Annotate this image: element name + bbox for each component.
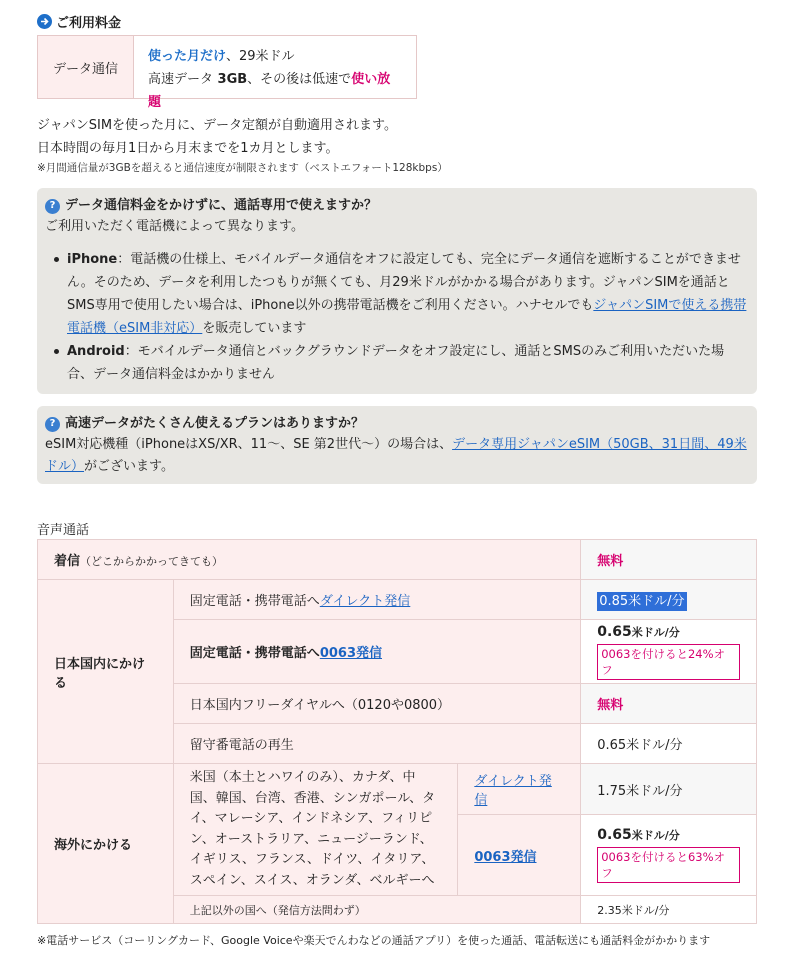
incoming-price-text: 無料 xyxy=(597,554,624,569)
iphone-after-text: を販売しています xyxy=(202,321,307,336)
fee-unlimited: 使い放題 xyxy=(148,72,391,110)
intl-0063-price-unit: 米ドル/分 xyxy=(631,829,680,843)
data-fee-label: データ通信 xyxy=(38,36,134,98)
dom-direct-text: 固定電話・携帯電話へ xyxy=(189,594,320,609)
voicemail-price: 0.65米ドル/分 xyxy=(581,724,757,764)
question-icon: ? xyxy=(45,199,60,214)
intl-0063-link[interactable]: 0063発信 xyxy=(474,849,537,865)
dom-0063-price xyxy=(581,620,757,684)
intl-direct-price: 1.75米ドル/分 xyxy=(581,764,757,815)
table-row xyxy=(38,580,757,620)
freedial-price-text: 無料 xyxy=(597,698,624,713)
iphone-text: ：電話機の仕様上、モバイルデータ通信をオフに設定しても、完全にデータ通信を遮断することができません。そのため、データを利用したつもりが無くても、月29米ドルがかかる場合があります。ジャパンSIMを通話とSMS専用で使用したい場合は、iPhone以外の携帯電話機をご利用ください。ハナセルでも xyxy=(67,252,741,313)
usage-fee-heading-text: ご利用料金 xyxy=(56,16,122,31)
faq2-text-before: eSIM対応機種（iPhoneはXS/XR、11～、SE 第2世代～）の場合は、 xyxy=(45,437,453,452)
intl-0063-price xyxy=(581,815,757,896)
domestic-label: 日本国内にかける xyxy=(38,580,174,764)
intl-direct-link[interactable]: ダイレクト発信 xyxy=(474,774,552,809)
list-item-iphone xyxy=(45,248,749,340)
freedial-cell: 日本国内フリーダイヤルへ（0120や0800） xyxy=(173,684,580,724)
dom-direct-price-text[interactable]: 0.85米ドル/分 xyxy=(599,594,685,609)
data-esim-link[interactable]: データ専用ジャパンeSIM（50GB、31日間、49米ドル） xyxy=(45,437,747,474)
voicemail-cell: 留守番電話の再生 xyxy=(173,724,580,764)
intl-label: 海外にかける xyxy=(38,764,174,924)
faq2-text-after: がございます。 xyxy=(84,459,174,474)
voice-rate-table xyxy=(37,539,757,924)
explanation-note: ※月間通信量が3GBを超えると通信速度が制限されます（ベストエフォート128kbps） xyxy=(37,162,448,174)
footnote: ※電話サービス（コーリングカード、Google Voiceや楽天でんわなどの通話アプリ）を使った通話、電話転送にも通話料金がかかります xyxy=(37,934,711,947)
android-text: ：モバイルデータ通信とバックグラウンドデータをオフ設定にし、通話とSMSのみご利用いただいた場合、データ通信料金はかかりません xyxy=(67,344,725,382)
fee-speed-prefix: 高速データ xyxy=(148,72,214,87)
faq2-answer xyxy=(45,434,749,478)
list-item-android xyxy=(45,340,749,386)
dom-0063-discount-badge: 0063を付けると24%オフ xyxy=(597,644,740,680)
intl-0063-price-num: 0.65 xyxy=(597,827,632,844)
intl-0063-cell xyxy=(458,815,581,896)
faq-question xyxy=(45,414,749,434)
other-countries-price: 2.35米ドル/分 xyxy=(581,896,757,924)
intl-0063-discount-badge: 0063を付けると63%オフ xyxy=(597,847,740,883)
android-label: Android xyxy=(67,344,125,359)
phones-for-sale-link[interactable]: ジャパンSIMで使える携帯電話機（eSIM非対応） xyxy=(67,298,747,336)
fee-line-1 xyxy=(148,45,402,68)
voice-call-heading: 音声通話 xyxy=(37,523,90,538)
usage-fee-heading xyxy=(37,12,121,31)
faq-call-only xyxy=(37,188,757,394)
dom-0063-text: 固定電話・携帯電話へ xyxy=(189,646,320,661)
freedial-price xyxy=(581,684,757,724)
dom-direct-price xyxy=(581,580,757,620)
dom-0063-cell xyxy=(173,620,580,684)
dom-0063-link[interactable]: 0063発信 xyxy=(319,646,382,661)
incoming-cell xyxy=(38,540,581,580)
dom-0063-price-unit: 米ドル/分 xyxy=(631,625,680,639)
explanation-line-1: ジャパンSIMを使った月に、データ定額が自動適用されます。 xyxy=(37,118,398,133)
table-row xyxy=(38,764,757,815)
fee-gb: 3GB xyxy=(213,72,248,87)
arrow-circle-icon xyxy=(37,14,52,29)
fee-speed-mid: 、その後は低速で xyxy=(247,72,352,87)
explanation-line-2: 日本時間の毎月1日から月末までを1カ月とします。 xyxy=(37,141,339,156)
faq-question-text: データ通信料金をかけずに、通話専用で使えますか？ xyxy=(65,198,378,213)
incoming-note: （どこからかかってきても） xyxy=(80,555,224,568)
fee-highlight-monthly: 使った月だけ xyxy=(148,49,227,64)
faq-question xyxy=(45,196,749,216)
question-icon: ? xyxy=(45,417,60,432)
data-fee-content xyxy=(134,36,416,110)
table-row xyxy=(38,540,757,580)
faq-answer-list xyxy=(45,248,749,386)
other-countries-cell: 上記以外の国へ（発信方法問わず） xyxy=(173,896,580,924)
faq-high-speed-plan xyxy=(37,406,757,484)
incoming-label: 着信 xyxy=(54,554,81,569)
dom-direct-cell xyxy=(173,580,580,620)
faq-question-text: 高速データがたくさん使えるプランはありますか？ xyxy=(65,416,365,431)
data-fee-box xyxy=(37,35,417,110)
intl-direct-cell xyxy=(458,764,581,815)
incoming-price xyxy=(581,540,757,580)
iphone-label: iPhone xyxy=(67,252,118,267)
dom-direct-link[interactable]: ダイレクト発信 xyxy=(319,594,411,609)
fee-price-text: 、29米ドル xyxy=(226,49,295,64)
intl-countries: 米国（本土とハワイのみ）、カナダ、中国、韓国、台湾、香港、シンガポール、タイ、マレーシア、インドネシア、フィリピン、オーストラリア、ニュージーランド、イギリス、フランス、ドイツ、イタリア、スペイン、スイス、オランダ、ベルギーへ xyxy=(173,764,458,896)
dom-0063-price-num: 0.65 xyxy=(597,623,632,640)
fee-line-2 xyxy=(148,68,402,114)
faq-intro: ご利用いただく電話機によって異なります。 xyxy=(45,219,304,234)
